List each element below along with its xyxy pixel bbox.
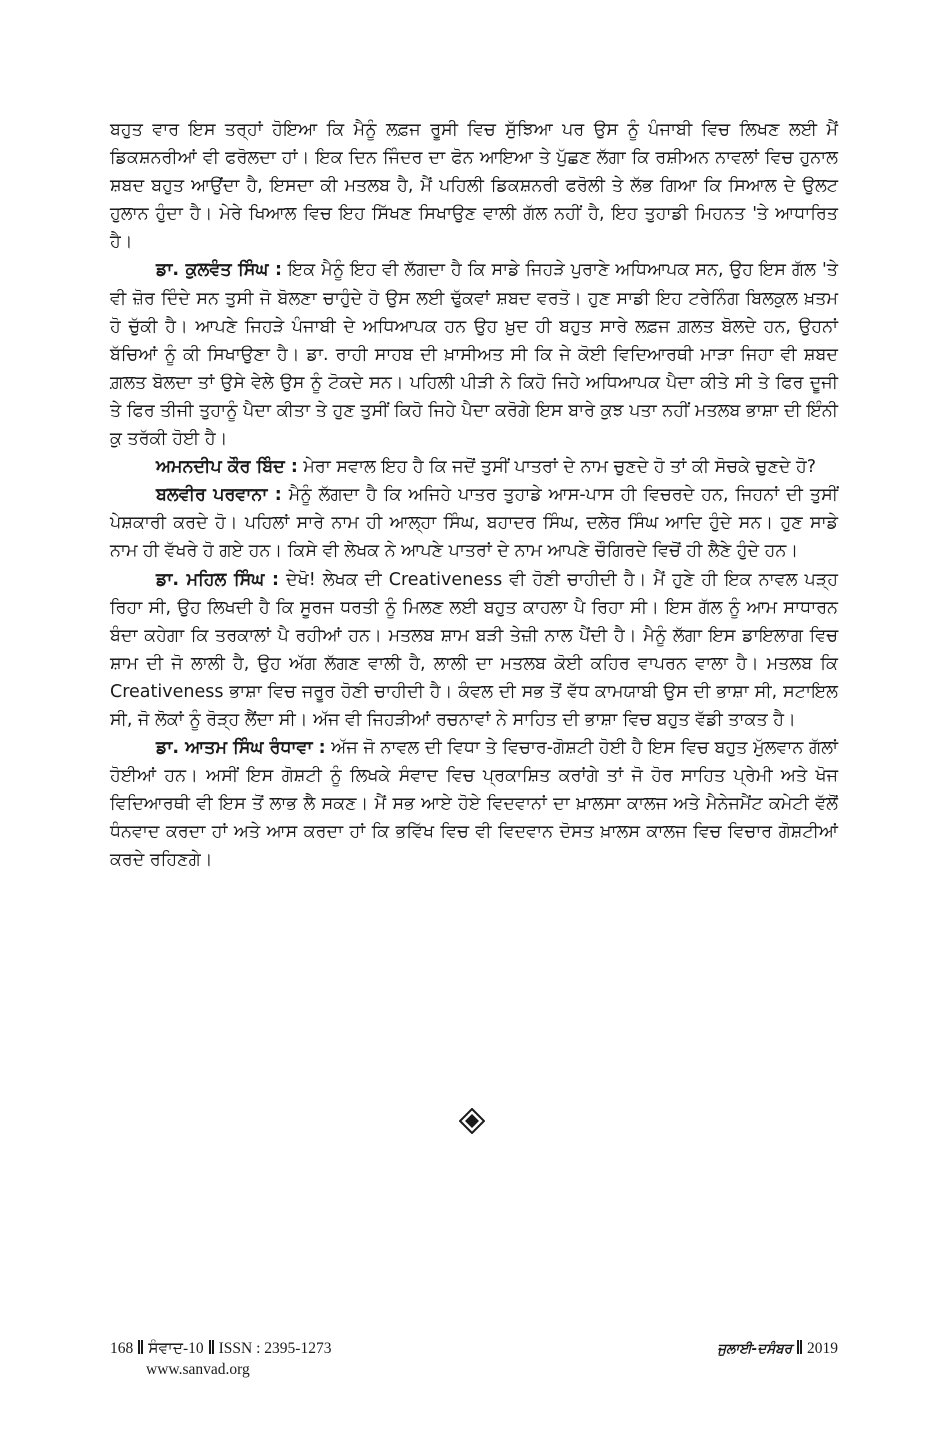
footer-row bbox=[110, 1340, 838, 1358]
paragraph bbox=[110, 734, 838, 874]
speaker-name: ਡਾ. ਕੁਲਵੰਤ ਸਿੰਘ : bbox=[156, 260, 282, 281]
page-footer bbox=[110, 1340, 838, 1379]
footer-left bbox=[110, 1340, 331, 1358]
separator-icon bbox=[209, 1340, 214, 1354]
speaker-name: ਡਾ. ਆਤਮ ਸਿੰਘ ਰੰਧਾਵਾ : bbox=[156, 738, 326, 759]
diamond-ornament-icon bbox=[459, 1108, 485, 1134]
issue-year: 2019 bbox=[807, 1340, 838, 1357]
paragraph bbox=[110, 481, 838, 565]
page-number: 168 bbox=[110, 1340, 134, 1357]
paragraph bbox=[110, 566, 838, 735]
speaker-name: ਡਾ. ਮਹਿਲ ਸਿੰਘ : bbox=[156, 569, 279, 590]
paragraph-text: ਦੇਖੋ! ਲੇਖਕ ਦੀ Creativeness ਵੀ ਹੋਣੀ ਚਾਹੀਦੀ ਹੈ। ਮੈਂ ਹੁਣੇ ਹੀ ਇਕ ਨਾਵਲ ਪੜ੍ਹ ਰਿਹਾ ਸੀ, ਉਹ ਲਿਖਦੀ ਹੈ ਕਿ ਸੂਰਜ ਧਰਤੀ ਨੂੰ ਮਿਲਣ ਲਈ ਬਹੁਤ ਕਾਹਲਾ ਪੈ ਰਿਹਾ ਸੀ। ਇਸ ਗੱਲ ਨੂੰ ਆਮ ਸਾਧਾਰਨ ਬੰਦਾ ਕਹੇਗਾ ਕਿ ਤਰਕਾਲਾਂ ਪੈ ਰਹੀਆਂ ਹਨ। ਮਤਲਬ ਸ਼ਾਮ ਬੜੀ ਤੇਜ਼ੀ ਨਾਲ ਪੈਂਦੀ ਹੈ। ਮੈਨੂੰ ਲੱਗਾ ਇਸ ਡਾਇਲਾਗ ਵਿਚ ਸ਼ਾਮ ਦੀ ਜੋ ਲਾਲੀ ਹੈ, ਉਹ ਅੱਗ ਲੱਗਣ ਵਾਲੀ ਹੈ, ਲਾਲੀ ਦਾ ਮਤਲਬ ਕੋਈ ਕਹਿਰ ਵਾਪਰਨ ਵਾਲਾ ਹੈ। ਮਤਲਬ ਕਿ Creativeness ਭਾਸ਼ਾ ਵਿਚ ਜਰੂਰ ਹੋਣੀ ਚਾਹੀਦੀ ਹੈ। ਕੰਵਲ ਦੀ ਸਭ ਤੋਂ ਵੱਧ ਕਾਮਯਾਬੀ ਉਸ ਦੀ ਭਾਸ਼ਾ ਸੀ, ਸਟਾਇਲ ਸੀ, ਜੋ ਲੋਕਾਂ ਨੂੰ ਰੋੜ੍ਹ ਲੈਂਦਾ ਸੀ। ਅੱਜ ਵੀ ਜਿਹੜੀਆਂ ਰਚਨਾਵਾਂ ਨੇ ਸਾਹਿਤ ਦੀ ਭਾਸ਼ਾ ਵਿਚ ਬਹੁਤ ਵੱਡੀ ਤਾਕਤ ਹੈ। bbox=[110, 569, 839, 730]
separator-icon bbox=[138, 1340, 143, 1354]
issn: ISSN : 2395-1273 bbox=[218, 1340, 332, 1357]
footer-right bbox=[717, 1340, 838, 1358]
speaker-name: ਅਮਨਦੀਪ ਕੌਰ ਬਿੰਦ : bbox=[156, 457, 298, 478]
issue-period: ਜੁਲਾਈ-ਦਸੰਬਰ bbox=[717, 1341, 792, 1357]
paragraph-text: ਮੇਰਾ ਸਵਾਲ ਇਹ ਹੈ ਕਿ ਜਦੋਂ ਤੁਸੀਂ ਪਾਤਰਾਂ ਦੇ ਨਾਮ ਚੁਣਦੇ ਹੋ ਤਾਂ ਕੀ ਸੋਚਕੇ ਚੁਣਦੇ ਹੋ? bbox=[297, 457, 817, 478]
separator-icon bbox=[797, 1340, 802, 1354]
article-body bbox=[110, 116, 838, 875]
paragraph-text: ਇਕ ਮੈਨੂੰ ਇਹ ਵੀ ਲੱਗਦਾ ਹੈ ਕਿ ਸਾਡੇ ਜਿਹੜੇ ਪੁਰਾਣੇ ਅਧਿਆਪਕ ਸਨ, ਉਹ ਇਸ ਗੱਲ 'ਤੇ ਵੀ ਜ਼ੋਰ ਦਿੰਦੇ ਸਨ ਤੁਸੀ ਜੋ ਬੋਲਣਾ ਚਾਹੁੰਦੇ ਹੋ ਉਸ ਲਈ ਢੁੱਕਵਾਂ ਸ਼ਬਦ ਵਰਤੋ। ਹੁਣ ਸਾਡੀ ਇਹ ਟਰੇਨਿੰਗ ਬਿਲਕੁਲ ਖ਼ਤਮ ਹੋ ਚੁੱਕੀ ਹੈ। ਆਪਣੇ ਜਿਹੜੇ ਪੰਜਾਬੀ ਦੇ ਅਧਿਆਪਕ ਹਨ ਉਹ ਖ਼ੁਦ ਹੀ ਬਹੁਤ ਸਾਰੇ ਲਫ਼ਜ ਗ਼ਲਤ ਬੋਲਦੇ ਹਨ, ਉਹਨਾਂ ਬੱਚਿਆਂ ਨੂੰ ਕੀ ਸਿਖਾਉਣਾ ਹੈ। ਡਾ. ਰਾਹੀ ਸਾਹਬ ਦੀ ਖ਼ਾਸੀਅਤ ਸੀ ਕਿ ਜੇ ਕੋਈ ਵਿਦਿਆਰਥੀ ਮਾੜਾ ਜਿਹਾ ਵੀ ਸ਼ਬਦ ਗ਼ਲਤ ਬੋਲਦਾ ਤਾਂ ਉਸੇ ਵੇਲੇ ਉਸ ਨੂੰ ਟੋਕਦੇ ਸਨ। ਪਹਿਲੀ ਪੀੜੀ ਨੇ ਕਿਹੋ ਜਿਹੇ ਅਧਿਆਪਕ ਪੈਦਾ ਕੀਤੇ ਸੀ ਤੇ ਫਿਰ ਦੂਜੀ ਤੇ ਫਿਰ ਤੀਜੀ ਤੁਹਾਨੂੰ ਪੈਦਾ ਕੀਤਾ ਤੇ ਹੁਣ ਤੁਸੀਂ ਕਿਹੋ ਜਿਹੇ ਪੈਦਾ ਕਰੋਗੇ ਇਸ ਬਾਰੇ ਕੁਝ ਪਤਾ ਨਹੀਂ ਮਤਲਬ ਭਾਸ਼ਾ ਦੀ ਇੰਨੀ ਕੁ ਤਰੱਕੀ ਹੋਈ ਹੈ। bbox=[110, 260, 838, 450]
paragraph bbox=[110, 453, 838, 481]
speaker-name: ਬਲਵੀਰ ਪਰਵਾਨਾ : bbox=[156, 485, 282, 506]
paragraph-text: ਬਹੁਤ ਵਾਰ ਇਸ ਤਰ੍ਹਾਂ ਹੋਇਆ ਕਿ ਮੈਨੂੰ ਲਫ਼ਜ ਰੂਸੀ ਵਿਚ ਸੁੱਝਿਆ ਪਰ ਉਸ ਨੂੰ ਪੰਜਾਬੀ ਵਿਚ ਲਿਖਣ ਲਈ ਮੈਂ ਡਿਕਸ਼ਨਰੀਆਂ ਵੀ ਫਰੋਲਦਾ ਹਾਂ। ਇਕ ਦਿਨ ਜਿੰਦਰ ਦਾ ਫੋਨ ਆਇਆ ਤੇ ਪੁੱਛਣ ਲੱਗਾ ਕਿ ਰਸ਼ੀਅਨ ਨਾਵਲਾਂ ਵਿਚ ਹੁਨਾਲ ਸ਼ਬਦ ਬਹੁਤ ਆਉਂਦਾ ਹੈ, ਇਸਦਾ ਕੀ ਮਤਲਬ ਹੈ, ਮੈਂ ਪਹਿਲੀ ਡਿਕਸ਼ਨਰੀ ਫਰੋਲੀ ਤੇ ਲੱਭ ਗਿਆ ਕਿ ਸਿਆਲ ਦੇ ਉਲਟ ਹੁਲਾਨ ਹੁੰਦਾ ਹੈ। ਮੇਰੇ ਖਿਆਲ ਵਿਚ ਇਹ ਸਿੱਖਣ ਸਿਖਾਉਣ ਵਾਲੀ ਗੱਲ ਨਹੀਂ ਹੈ, ਇਹ ਤੁਹਾਡੀ ਮਿਹਨਤ 'ਤੇ ਆਧਾਰਿਤ ਹੈ। bbox=[110, 120, 838, 253]
paragraph-text: ਮੈਨੂੰ ਲੱਗਦਾ ਹੈ ਕਿ ਅਜਿਹੇ ਪਾਤਰ ਤੁਹਾਡੇ ਆਸ-ਪਾਸ ਹੀ ਵਿਚਰਦੇ ਹਨ, ਜਿਹਨਾਂ ਦੀ ਤੁਸੀਂ ਪੇਸ਼ਕਾਰੀ ਕਰਦੇ ਹੋ। ਪਹਿਲਾਂ ਸਾਰੇ ਨਾਮ ਹੀ ਆਲ੍ਹਾ ਸਿੰਘ, ਬਹਾਦਰ ਸਿੰਘ, ਦਲੇਰ ਸਿੰਘ ਆਦਿ ਹੁੰਦੇ ਸਨ। ਹੁਣ ਸਾਡੇ ਨਾਮ ਹੀ ਵੱਖਰੇ ਹੋ ਗਏ ਹਨ। ਕਿਸੇ ਵੀ ਲੇਖਕ ਨੇ ਆਪਣੇ ਪਾਤਰਾਂ ਦੇ ਨਾਮ ਆਪਣੇ ਚੌਗਿਰਦੇ ਵਿਚੋਂ ਹੀ ਲੈਣੇ ਹੁੰਦੇ ਹਨ। bbox=[110, 485, 839, 562]
website-link[interactable]: www.sanvad.org bbox=[146, 1361, 250, 1378]
paragraph-text: ਅੱਜ ਜੋ ਨਾਵਲ ਦੀ ਵਿਧਾ ਤੇ ਵਿਚਾਰ-ਗੋਸ਼ਟੀ ਹੋਈ ਹੈ ਇਸ ਵਿਚ ਬਹੁਤ ਮੁੱਲਵਾਨ ਗੱਲਾਂ ਹੋਈਆਂ ਹਨ। ਅਸੀਂ ਇਸ ਗੋਸ਼ਟੀ ਨੂੰ ਲਿਖਕੇ ਸੰਵਾਦ ਵਿਚ ਪ੍ਰਕਾਸ਼ਿਤ ਕਰਾਂਗੇ ਤਾਂ ਜੋ ਹੋਰ ਸਾਹਿਤ ਪ੍ਰੇਮੀ ਅਤੇ ਖੋਜ ਵਿਦਿਆਰਥੀ ਵੀ ਇਸ ਤੋਂ ਲਾਭ ਲੈ ਸਕਣ। ਮੈਂ ਸਭ ਆਏ ਹੋਏ ਵਿਦਵਾਨਾਂ ਦਾ ਖ਼ਾਲਸਾ ਕਾਲਜ ਅਤੇ ਮੈਨੇਜਮੈਂਟ ਕਮੇਟੀ ਵੱਲੋਂ ਧੰਨਵਾਦ ਕਰਦਾ ਹਾਂ ਅਤੇ ਆਸ ਕਰਦਾ ਹਾਂ ਕਿ ਭਵਿੱਖ ਵਿਚ ਵੀ ਵਿਦਵਾਨ ਦੋਸਤ ਖ਼ਾਲਸ ਕਾਲਜ ਵਿਚ ਵਿਚਾਰ ਗੋਸ਼ਟੀਆਂ ਕਰਦੇ ਰਹਿਣਗੇ। bbox=[110, 738, 838, 871]
paragraph bbox=[110, 256, 838, 453]
journal-name: ਸੰਵਾਦ-10 bbox=[148, 1340, 204, 1357]
paragraph bbox=[110, 116, 838, 256]
